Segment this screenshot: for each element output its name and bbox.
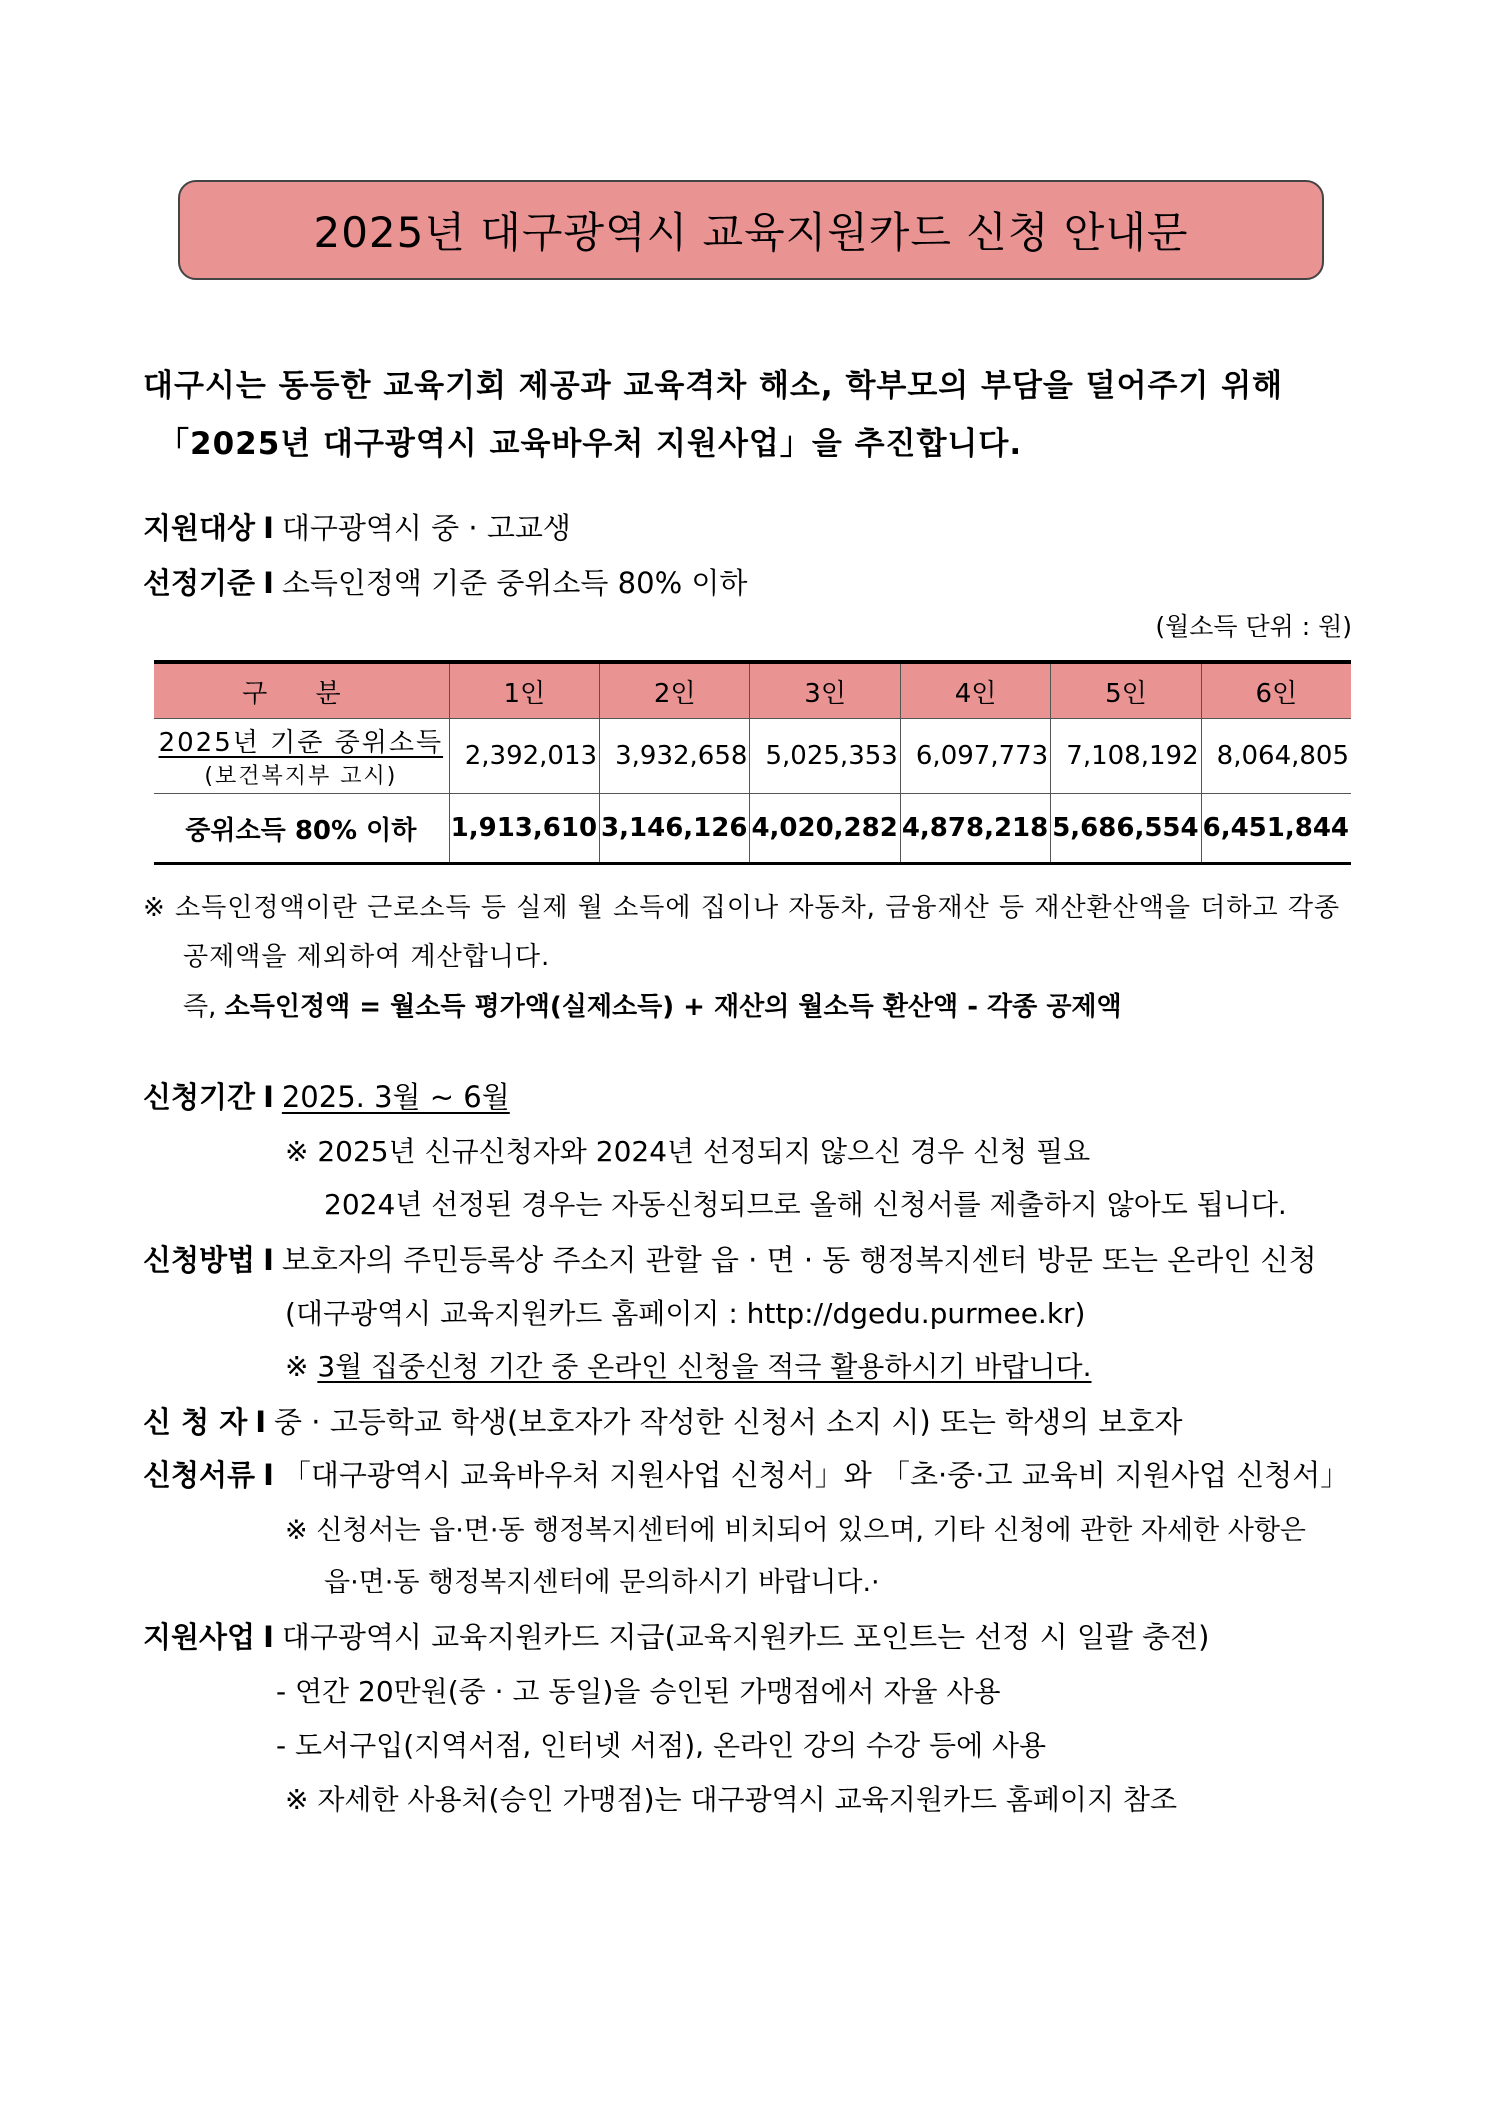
- income-note-line-2: 공제액을 제외하여 계산합니다.: [183, 942, 551, 972]
- page-title: 2025년 대구광역시 교육지원카드 신청 안내문: [313, 208, 1189, 257]
- header-cell: 5인: [1051, 662, 1201, 719]
- support-value: 대구광역시 교육지원카드 지급(교육지원카드 포인트는 선정 시 일괄 충전): [281, 1620, 1210, 1654]
- table-cell: 3,146,126: [600, 794, 750, 864]
- period-note-2: 2024년 선정된 경우는 자동신청되므로 올해 신청서를 제출하지 않아도 됩니다.: [324, 1188, 1287, 1221]
- period-note-1: ※ 2025년 신규신청자와 2024년 선정되지 않으신 경우 신청 필요: [285, 1135, 1091, 1168]
- table-cell: 7,108,192: [1051, 719, 1201, 794]
- period-label: 신청기간: [143, 1080, 256, 1114]
- table-cell: 3,932,658: [600, 719, 750, 794]
- table-cell: 6,451,844: [1201, 794, 1351, 864]
- title-banner: [178, 180, 1324, 280]
- table-cell: 5,686,554: [1051, 794, 1201, 864]
- method-url-line: (대구광역시 교육지원카드 홈페이지 : http://dgedu.purmee.kr): [285, 1297, 1086, 1330]
- period-row: [143, 1075, 510, 1116]
- row-label: 2025년 기준 중위소득: [158, 728, 444, 758]
- applicant-row: [143, 1400, 1182, 1441]
- income-note-line-1: ※ 소득인정액이란 근로소득 등 실제 월 소득에 집이나 자동차, 금융재산 등 재산환산액을 더하고 각종: [143, 893, 1341, 923]
- table-header-row: [154, 662, 1351, 719]
- table-cell: 6,097,773: [900, 719, 1050, 794]
- income-note-line-3: [183, 986, 1122, 1023]
- support-note: ※ 자세한 사용처(승인 가맹점)는 대구광역시 교육지원카드 홈페이지 참조: [285, 1783, 1178, 1816]
- separator: I: [263, 566, 274, 600]
- documents-note-1: ※ 신청서는 읍·면·동 행정복지센터에 비치되어 있으며, 기타 신청에 관한 자세한 사항은: [285, 1515, 1306, 1546]
- method-label: 신청방법: [143, 1243, 256, 1277]
- separator: I: [263, 1620, 274, 1654]
- row-label-cell: [154, 719, 449, 794]
- header-cell: 6인: [1201, 662, 1351, 719]
- support-item-1: - 연간 20만원(중 · 고 동일)을 승인된 가맹점에서 자율 사용: [276, 1675, 1001, 1708]
- row-label-cell: [154, 794, 449, 864]
- intro-line-2: 「2025년 대구광역시 교육바우처 지원사업」을 추진합니다.: [158, 426, 1023, 462]
- separator: I: [263, 511, 274, 545]
- support-row: [143, 1615, 1209, 1656]
- applicant-label: 신 청 자: [143, 1405, 248, 1439]
- table-row: [154, 794, 1351, 864]
- header-cell: 1인: [449, 662, 599, 719]
- support-item-2: - 도서구입(지역서점, 인터넷 서점), 온라인 강의 수강 등에 사용: [276, 1729, 1047, 1762]
- documents-label: 신청서류: [143, 1458, 256, 1492]
- separator: I: [255, 1405, 267, 1439]
- header-cell: 3인: [750, 662, 900, 719]
- table-cell: 4,878,218: [900, 794, 1050, 864]
- table-cell: 2,392,013: [449, 719, 599, 794]
- row-label: 중위소득 80% 이하: [185, 815, 417, 846]
- unit-note: (월소득 단위 : 원): [1155, 612, 1352, 641]
- documents-row: [143, 1453, 1349, 1494]
- table-cell: 8,064,805: [1201, 719, 1351, 794]
- criteria-value: 소득인정액 기준 중위소득 80% 이하: [281, 566, 748, 600]
- target-label: 지원대상: [143, 511, 256, 545]
- separator: I: [263, 1243, 274, 1277]
- header-cell: 4인: [900, 662, 1050, 719]
- documents-note-2: 읍·면·동 행정복지센터에 문의하시기 바랍니다.·: [324, 1567, 880, 1598]
- separator: I: [263, 1080, 274, 1114]
- method-value: 보호자의 주민등록상 주소지 관할 읍 · 면 · 동 행정복지센터 방문 또는 온라인 신청: [281, 1243, 1317, 1277]
- criteria-label: 선정기준: [143, 566, 256, 600]
- applicant-value: 중 · 고등학교 학생(보호자가 작성한 신청서 소지 시) 또는 학생의 보호자: [274, 1405, 1183, 1439]
- method-row: [143, 1238, 1317, 1279]
- note-mark: ※: [285, 1350, 309, 1383]
- method-note: 3월 집중신청 기간 중 온라인 신청을 적극 활용하시기 바랍니다.: [317, 1350, 1092, 1383]
- criteria-row: [143, 561, 747, 602]
- table-row: [154, 719, 1351, 794]
- formula-prefix: 즉,: [183, 992, 225, 1022]
- row-sublabel: (보건복지부 고시): [204, 764, 398, 789]
- intro-line-1: 대구시는 동등한 교육기회 제공과 교육격차 해소, 학부모의 부담을 덜어주기 위해: [143, 368, 1284, 404]
- table-cell: 5,025,353: [750, 719, 900, 794]
- support-label: 지원사업: [143, 1620, 256, 1654]
- header-cell: 구 분: [154, 662, 449, 719]
- header-cell: 2인: [600, 662, 750, 719]
- table-cell: 4,020,282: [750, 794, 900, 864]
- table-cell: 1,913,610: [449, 794, 599, 864]
- method-note-row: [285, 1345, 1092, 1385]
- target-row: [143, 506, 571, 547]
- formula: 소득인정액 = 월소득 평가액(실제소득) + 재산의 월소득 환산액 - 각종 공제액: [224, 992, 1122, 1022]
- target-value: 대구광역시 중 · 고교생: [281, 511, 571, 545]
- period-value: 2025. 3월 ~ 6월: [281, 1080, 510, 1114]
- income-table: [154, 660, 1351, 865]
- documents-value: 「대구광역시 교육바우처 지원사업 신청서」와 「초·중·고 교육비 지원사업 신청서」: [281, 1458, 1350, 1492]
- separator: I: [263, 1458, 274, 1492]
